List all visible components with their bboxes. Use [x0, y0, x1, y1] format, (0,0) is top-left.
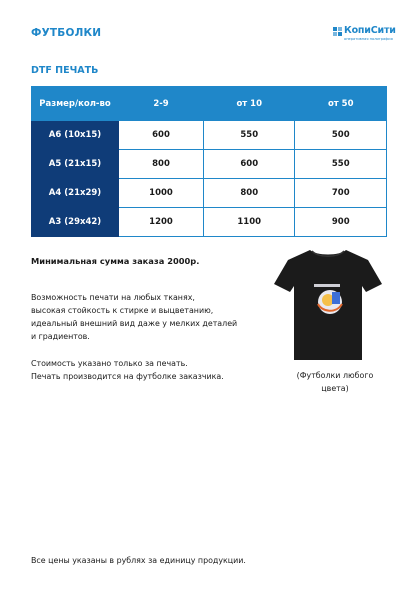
price-cell: 1100 [203, 208, 295, 237]
note-line: Стоимость указано только за печать. [31, 359, 188, 368]
size-name: А5 [48, 159, 62, 169]
logo-tagline: оперативная полиграфия [344, 37, 393, 41]
price-cell: 600 [203, 150, 295, 179]
dtf-title: DTF ПЕЧАТЬ [31, 65, 99, 76]
size-dims: (10x15) [64, 130, 102, 140]
tshirt-image [272, 246, 384, 364]
footer-note: Все цены указаны в рублях за единицу продукции. [31, 556, 246, 565]
notes-paragraph [31, 357, 281, 383]
column-header-2-9: 2-9 [119, 87, 204, 121]
size-dims: (29x42) [64, 217, 102, 227]
logo-name: КопиСити [344, 25, 396, 36]
section-title: ФУТБОЛКИ [31, 27, 102, 39]
note-line: Печать производится на футболке заказчика. [31, 372, 224, 381]
table-row [32, 179, 387, 208]
size-name: А3 [48, 217, 62, 227]
size-name: А6 [48, 130, 62, 140]
price-table [31, 86, 387, 237]
price-cell: 700 [295, 179, 387, 208]
price-cell: 550 [203, 121, 295, 150]
column-header-from-10: от 10 [203, 87, 295, 121]
size-cell [32, 179, 119, 208]
min-order-note: Минимальная сумма заказа 2000р. [31, 256, 200, 266]
price-cell: 900 [295, 208, 387, 237]
description-line: высокая стойкость к стирке и выцветанию, [31, 306, 214, 315]
size-dims: (21x29) [64, 188, 102, 198]
column-header-from-50: от 50 [295, 87, 387, 121]
column-header-size: Размер/кол-во [32, 87, 119, 121]
size-cell [32, 121, 119, 150]
price-cell: 1000 [119, 179, 204, 208]
tshirt-caption [290, 369, 380, 395]
price-cell: 1200 [119, 208, 204, 237]
logo-icon [332, 26, 343, 37]
size-cell [32, 150, 119, 179]
price-cell: 500 [295, 121, 387, 150]
table-row [32, 150, 387, 179]
price-cell: 800 [203, 179, 295, 208]
caption-line: (Футболки любого [296, 371, 374, 380]
description-paragraph [31, 291, 281, 343]
table-row [32, 208, 387, 237]
price-cell: 800 [119, 150, 204, 179]
price-cell: 600 [119, 121, 204, 150]
size-name: А4 [48, 188, 62, 198]
table-header-row [32, 87, 387, 121]
description-line: Возможность печати на любых тканях, [31, 293, 195, 302]
table-row [32, 121, 387, 150]
size-cell [32, 208, 119, 237]
description-line: и градиентов. [31, 332, 90, 341]
description-line: идеальный внешний вид даже у мелких деталей [31, 319, 238, 328]
logo [332, 25, 394, 45]
price-cell: 550 [295, 150, 387, 179]
size-dims: (21x15) [64, 159, 102, 169]
caption-line: цвета) [321, 384, 349, 393]
